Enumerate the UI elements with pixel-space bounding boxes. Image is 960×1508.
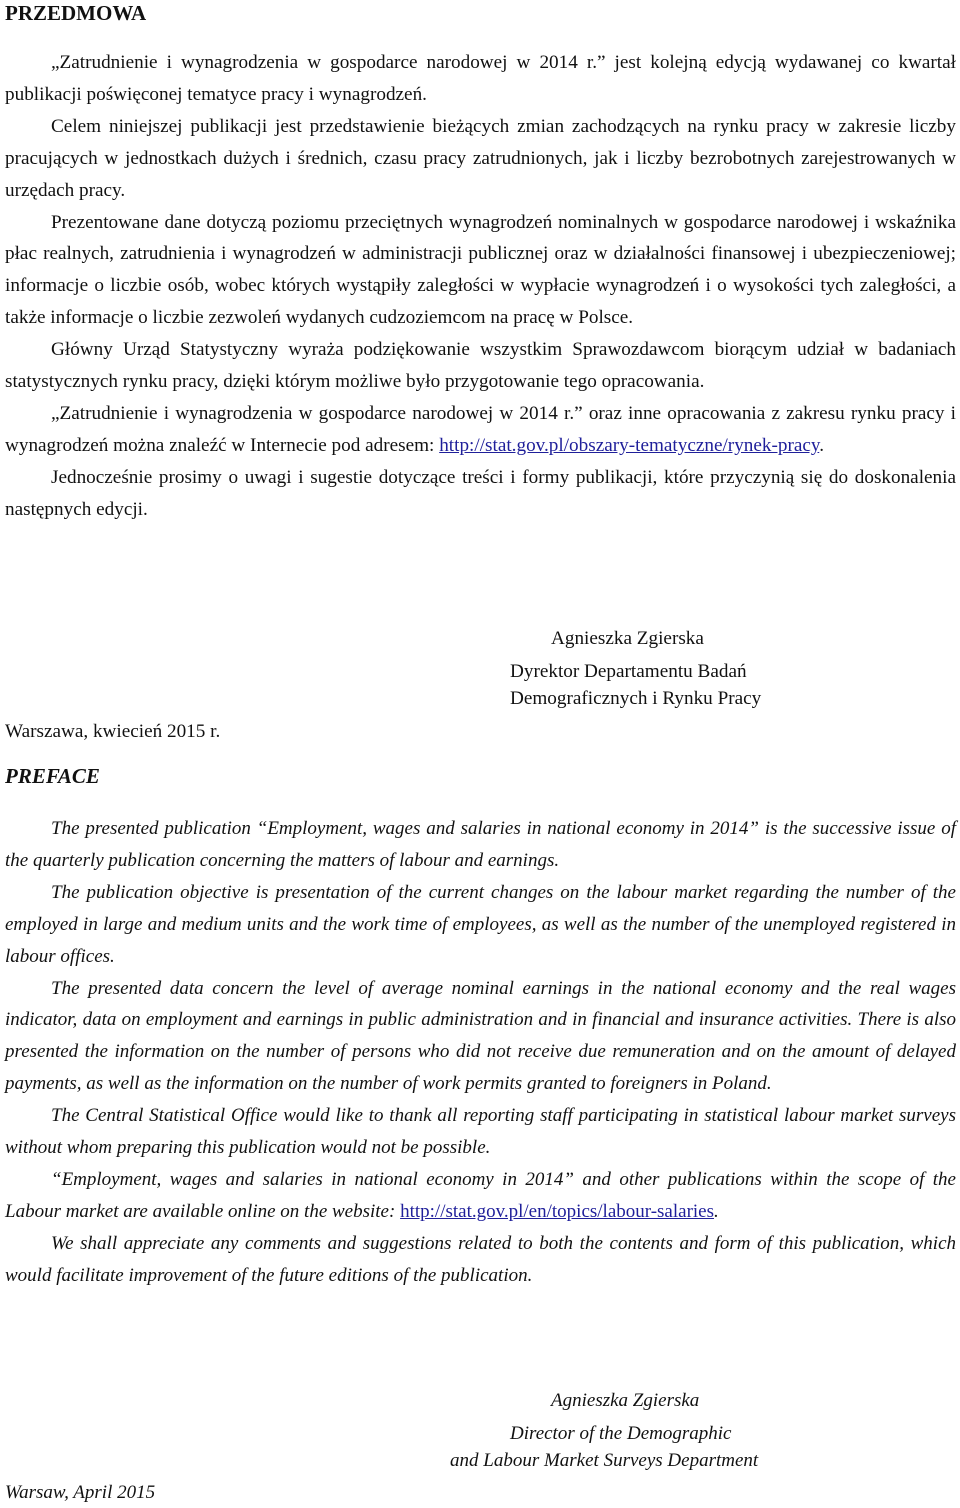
paragraph-en-6: We shall appreciate any comments and suggestions related to both the contents and form of this publication, which would facilitate improvement of the future editions of the publication. <box>5 1232 956 1286</box>
paragraph-en-2: The publication objective is presentation of the current changes on the labour market regarding the number of the employed in large and medium units and the work time of employees, as well as the number of the unemployed registered in labour offices. <box>5 881 956 967</box>
signature-title-pl-1: Dyrektor Departamentu Badań <box>510 661 747 682</box>
section-english <box>5 813 956 1292</box>
paragraph-pl-1: „Zatrudnienie i wynagrodzenia w gospodarce narodowej w 2014 r.” jest kolejną edycją wydawanej co kwartał publikacji poświęconej tematyce pracy i wynagrodzeń. <box>5 52 956 105</box>
signature-title-en-2: and Labour Market Surveys Department <box>450 1450 759 1471</box>
paragraph-pl-2: Celem niniejszej publikacji jest przedstawienie bieżących zmian zachodzących na rynku pracy w zakresie liczby pracujących w jednostkach dużych i średnich, czasu pracy zatrudnionych, jak i liczby bezrobotnych zarejestrowanych w urzędach pracy. <box>5 115 956 201</box>
signature-title-pl-2: Demograficznych i Rynku Pracy <box>510 688 762 709</box>
link-suffix-pl: . <box>819 434 825 456</box>
link-suffix-en: . <box>714 1200 719 1222</box>
paragraph-pl-3: Prezentowane dane dotyczą poziomu przeciętnych wynagrodzeń nominalnych w gospodarce narodowej i wskaźnika płac realnych, zatrudnienia i wynagrodzeń w administracji publicznej oraz w działalności finansowej i ubezpieczeniowej; informacje o liczbie osób, wobec których wystąpiły zaległości w wypłacie wynagrodzeń i o wysokości tych zaległości, a także informacje o liczbie zezwoleń wydanych cudzoziemcom na pracę w Polsce. <box>5 211 956 329</box>
heading-preface: PREFACE <box>5 764 100 788</box>
paragraph-en-4: The Central Statistical Office would like to thank all reporting staff participating in statistical labour market surveys without whom preparing this publication would not be possible. <box>5 1105 956 1159</box>
paragraph-en-5-text: “Employment, wages and salaries in national economy in 2014” and other publications within the scope of the Labour market are available online on the website: <box>5 1168 956 1222</box>
paragraph-en-5 <box>5 1164 956 1228</box>
paragraph-pl-5 <box>5 398 956 462</box>
place-date-pl: Warszawa, kwiecień 2015 r. <box>5 721 221 742</box>
paragraph-en-1: The presented publication “Employment, wages and salaries in national economy in 2014” is the successive issue of the quarterly publication concerning the matters of labour and earnings. <box>5 818 956 871</box>
paragraph-pl-4: Główny Urząd Statystyczny wyraża podziękowanie wszystkim Sprawozdawcom biorącym udział w badaniach statystycznych rynku pracy, dzięki którym możliwe było przygotowanie tego opracowania. <box>5 339 956 393</box>
link-rynek-pracy[interactable]: http://stat.gov.pl/obszary-tematyczne/rynek-pracy <box>439 434 820 456</box>
paragraph-pl-5-text: „Zatrudnienie i wynagrodzenia w gospodarce narodowej w 2014 r.” oraz inne opracowania z zakresu rynku pracy i wynagrodzeń można znaleźć w Internecie pod adresem: <box>5 402 956 456</box>
paragraph-en-3: The presented data concern the level of average nominal earnings in the national economy and the real wages indicator, data on employment and earnings in public administration and in financial and insurance activities. There is also presented the information on the number of persons who did not receive due remuneration and on the amount of delayed payments, as well as the information on the number of work permits granted to foreigners in Poland. <box>5 977 956 1095</box>
signature-name-en: Agnieszka Zgierska <box>551 1390 700 1411</box>
paragraph-pl-6: Jednocześnie prosimy o uwagi i sugestie dotyczące treści i formy publikacji, które przyczynią się do doskonalenia następnych edycji. <box>5 466 956 520</box>
link-labour-salaries[interactable]: http://stat.gov.pl/en/topics/labour-salaries <box>400 1200 715 1222</box>
section-polish <box>5 47 956 526</box>
heading-przedmowa: PRZEDMOWA <box>5 1 147 25</box>
signature-name-pl: Agnieszka Zgierska <box>551 628 704 649</box>
signature-title-en-1: Director of the Demographic <box>510 1423 732 1444</box>
place-date-en: Warsaw, April 2015 <box>5 1482 156 1503</box>
